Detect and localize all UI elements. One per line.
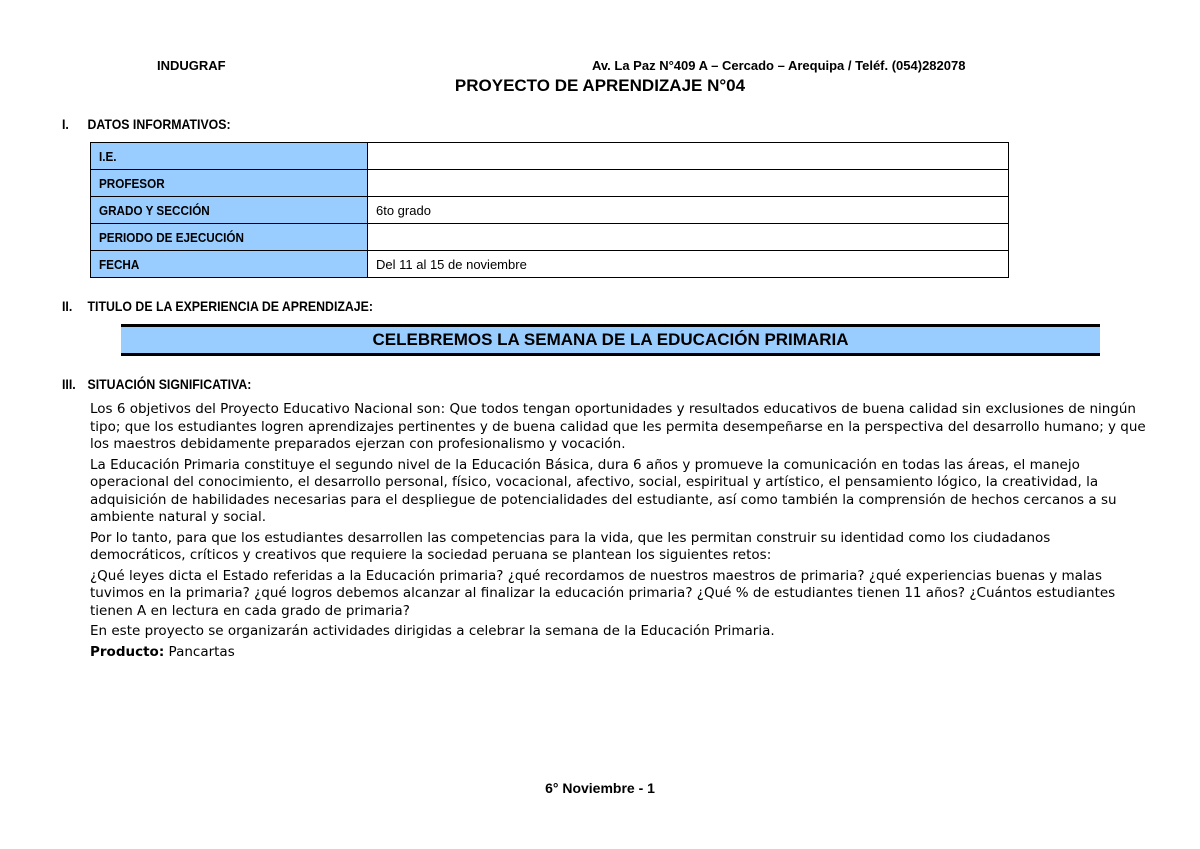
document-title: PROYECTO DE APRENDIZAJE N°04: [454, 76, 746, 95]
product-line: [90, 644, 1150, 662]
section-heading-titulo: [62, 298, 373, 314]
paragraph: ¿Qué leyes dicta el Estado referidas a la Educación primaria? ¿qué recordamos de nuestros maestros de primaria? ¿qué experiencias buenas y malas tuvimos en la primaria? ¿qué logros debemos alcanzar al finalizar la educación primaria? ¿Qué % de estudiantes tienen 11 años? ¿Cuántos estudiantes tienen A en lectura en cada grado de primaria?: [90, 567, 1116, 619]
section-number: I.: [62, 116, 69, 132]
section-title: DATOS INFORMATIVOS:: [87, 116, 231, 132]
paragraph: En este proyecto se organizarán actividades dirigidas a celebrar la semana de la Educación Primaria.: [90, 623, 775, 639]
table-value-cell: [368, 170, 1009, 197]
table-value-cell: 6to grado: [368, 197, 1009, 224]
section-title: TITULO DE LA EXPERIENCIA DE APRENDIZAJE:: [87, 298, 373, 314]
table-row: [91, 251, 1009, 278]
product-label: Producto:: [90, 643, 165, 660]
section-number: III.: [62, 376, 76, 392]
table-row: [91, 224, 1009, 251]
table-row: [91, 143, 1009, 170]
experience-title-bar: CELEBREMOS LA SEMANA DE LA EDUCACIÓN PRIMARIA: [121, 324, 1100, 356]
section-title: SITUACIÓN SIGNIFICATIVA:: [87, 376, 252, 392]
table-label-cell: I.E.: [91, 143, 368, 170]
table-value-cell: [368, 224, 1009, 251]
table-label-cell: GRADO Y SECCIÓN: [91, 197, 368, 224]
table-label-cell: PERIODO DE EJECUCIÓN: [91, 224, 368, 251]
page-footer: 6° Noviembre - 1: [545, 780, 655, 796]
info-table: [90, 142, 1009, 278]
header-brand: INDUGRAF: [157, 58, 226, 73]
section-number: II.: [62, 298, 73, 314]
table-label-cell: FECHA: [91, 251, 368, 278]
table-value-cell: [368, 143, 1009, 170]
table-value-cell: Del 11 al 15 de noviembre: [368, 251, 1009, 278]
header-address: Av. La Paz N°409 A – Cercado – Arequipa / Teléf. (054)282078: [592, 58, 966, 73]
paragraph: Por lo tanto, para que los estudiantes desarrollen las competencias para la vida, que les permitan construir su identidad como los ciudadanos democráticos, críticos y creativos que requiere la sociedad peruana se plantean los siguientes retos:: [90, 529, 1051, 563]
table-row: [91, 197, 1009, 224]
paragraph: Los 6 objetivos del Proyecto Educativo Nacional son: Que todos tengan oportunidades y resultados educativos de buena calidad sin exclusiones de ningún tipo; que los estudiantes logren aprendizajes pertinentes y de buena calidad que les permita desempeñarse en la perspectiva del desarrollo humano; y que los maestros debidamente preparados ejerzan con profesionalismo y vocación.: [90, 401, 1146, 452]
product-value: Pancartas: [168, 643, 235, 660]
section-heading-situacion: [62, 376, 251, 392]
table-label-cell: PROFESOR: [91, 170, 368, 197]
situation-body: [90, 401, 1150, 664]
table-row: [91, 170, 1009, 197]
section-heading-datos: [62, 116, 231, 132]
paragraph: La Educación Primaria constituye el segundo nivel de la Educación Básica, dura 6 años y promueve la comunicación en todas las áreas, el manejo operacional del conocimiento, el desarrollo personal, físico, vocacional, afectivo, social, espiritual y artístico, el pensamiento lógico, la creatividad, la adquisición de habilidades necesarias para el despliegue de potencialidades del estudiante, así como también la comprensión de hechos cercanos a su ambiente natural y social.: [90, 456, 1117, 525]
